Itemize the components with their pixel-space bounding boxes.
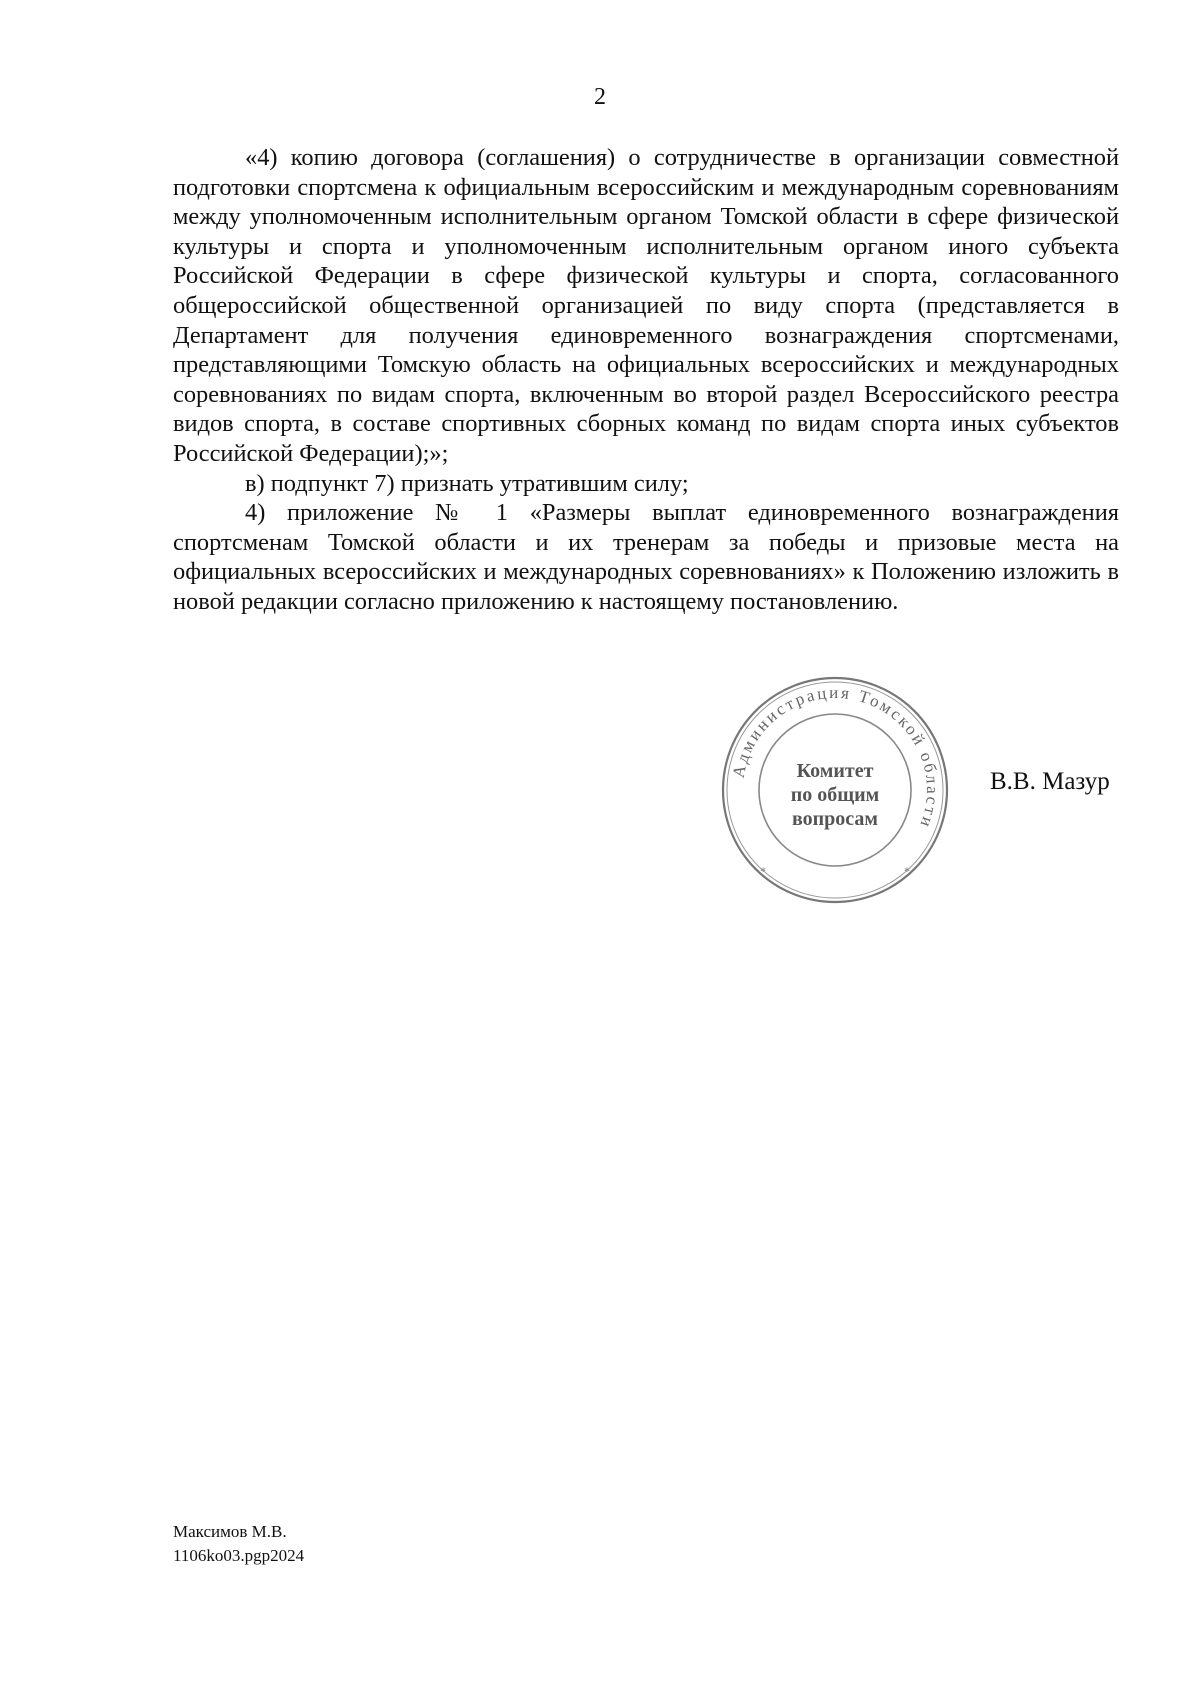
- seal-center-line-2: по общим: [790, 784, 880, 806]
- paragraph-item-4-contract: «4) копию договора (соглашения) о сотрудничестве в организации совместной подготовки спортсмена к официальным всероссийским и международным соревнованиям между уполномоченным исполнительным органом Томской области в сфере физической культуры и спорта и уполномоченным исполнительным органом иного субъекта Российской Федерации в сфере физической культуры и спорта, согласованного общероссийской общественной организацией по виду спорта (представляется в Департамент для получения единовременного вознаграждения спортсменами, представляющими Томскую область на официальных всероссийских и международных соревнованиях по видам спорта, включенным во второй раздел Всероссийского реестра видов спорта, в составе спортивных сборных команд по видам спорта иных субъектов Российской Федерации);»;: [173, 144, 1119, 467]
- seal-star-left: *: [760, 864, 766, 878]
- paragraph-item-4-appendix: 4) приложение № 1 «Размеры выплат единовременного вознаграждения спортсменам Томской области и их тренерам за победы и призовые места на официальных всероссийских и международных соревнованиях» к Положению изложить в новой редакции согласно приложению к настоящему постановлению.: [173, 499, 1119, 615]
- document-body: [173, 143, 1119, 617]
- seal-center-line-1: Комитет: [796, 760, 874, 782]
- official-seal: [720, 675, 950, 905]
- page-number: 2: [594, 84, 606, 110]
- file-code: 1106ko03.pgp2024: [173, 1546, 305, 1565]
- seal-graphic: [720, 675, 950, 905]
- executor-name: Максимов М.В.: [173, 1522, 287, 1541]
- seal-star-right: *: [904, 864, 910, 878]
- paragraph-subitem-v: в) подпункт 7) признать утратившим силу;: [245, 469, 689, 497]
- signatory-name: В.В. Мазур: [990, 768, 1110, 795]
- seal-ring-text: Администрация Томской области: [728, 682, 943, 832]
- document-footer: [173, 1520, 304, 1568]
- seal-center-line-3: вопросам: [791, 808, 879, 830]
